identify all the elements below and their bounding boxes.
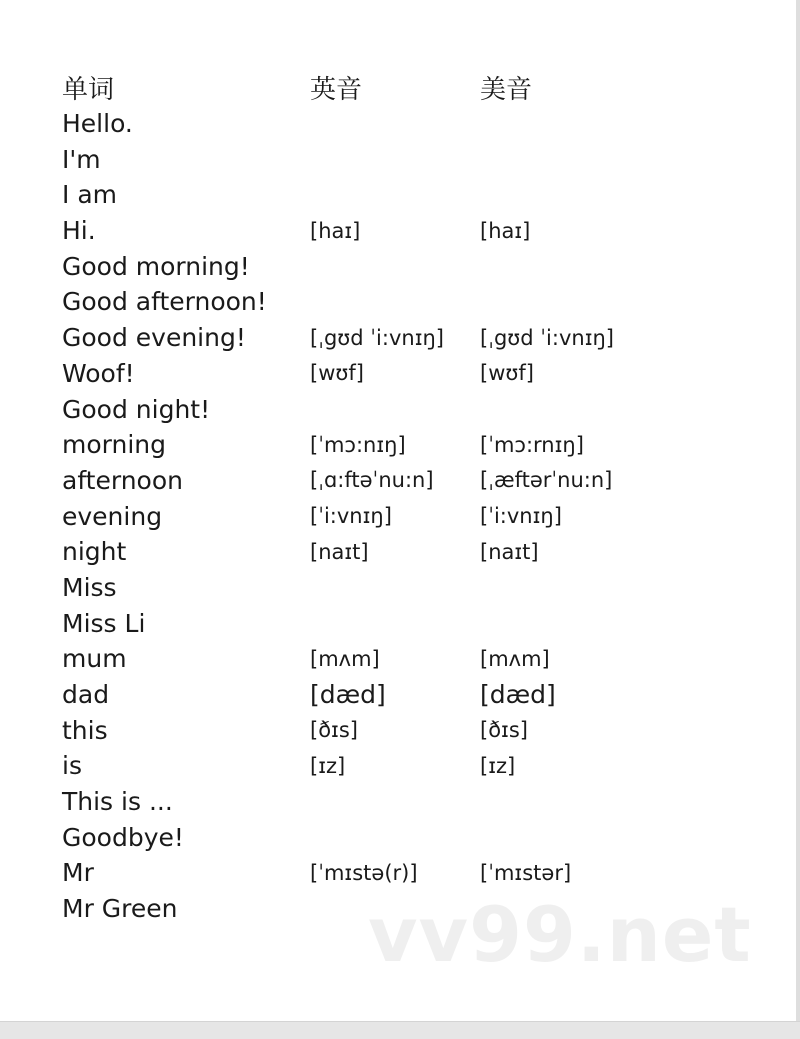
table-row [62, 570, 650, 606]
us-ipa-cell: [ˌæftərˈnu:n] [480, 468, 613, 493]
us-ipa-cell: [ˈi:vnɪŋ] [480, 504, 562, 529]
word-cell: Mr [62, 858, 94, 888]
word-cell: night [62, 537, 127, 567]
uk-ipa-cell: [ˈi:vnɪŋ] [310, 504, 392, 529]
table-row [62, 748, 650, 784]
word-cell: this [62, 715, 108, 745]
uk-ipa-cell: [naɪt] [310, 539, 369, 564]
uk-ipa-cell: [ðɪs] [310, 718, 358, 743]
us-ipa-cell: [ˈmɔ:rnɪŋ] [480, 432, 584, 457]
uk-ipa-cell: [ˈmɪstə(r)] [310, 860, 418, 885]
header-us: 美音 [480, 75, 533, 106]
word-cell: afternoon [62, 465, 183, 495]
uk-ipa-cell: [wʊf] [310, 361, 364, 386]
uk-ipa-cell: [ˈmɔ:nɪŋ] [310, 432, 406, 457]
word-cell: Hi. [62, 216, 96, 246]
vocabulary-table [62, 70, 650, 927]
table-row [62, 284, 650, 320]
us-ipa-cell: [haɪ] [480, 218, 531, 243]
uk-ipa-cell: [dæd] [310, 680, 386, 710]
table-row [62, 248, 650, 284]
watermark: vv99.net [368, 890, 752, 979]
us-ipa-cell: [naɪt] [480, 539, 539, 564]
us-ipa-cell: [mʌm] [480, 646, 550, 671]
word-cell: I'm [62, 144, 101, 174]
word-cell: Miss [62, 572, 117, 602]
table-row [62, 677, 650, 713]
table-row [62, 855, 650, 891]
table-row [62, 712, 650, 748]
word-cell: I am [62, 180, 117, 210]
word-cell: Miss Li [62, 608, 146, 638]
table-row [62, 463, 650, 499]
word-cell: Mr Green [62, 894, 178, 924]
table-row [62, 819, 650, 855]
word-cell: Good evening! [62, 323, 246, 353]
us-ipa-cell: [ɪz] [480, 753, 516, 778]
word-cell: dad [62, 680, 110, 710]
word-cell: Hello. [62, 109, 133, 139]
table-row [62, 141, 650, 177]
word-cell: This is ... [62, 787, 173, 817]
us-ipa-cell: [wʊf] [480, 361, 534, 386]
table-row [62, 320, 650, 356]
word-cell: is [62, 751, 82, 781]
uk-ipa-cell: [ˌɑ:ftəˈnu:n] [310, 468, 434, 493]
table-row [62, 213, 650, 249]
table-row [62, 356, 650, 392]
page-right-edge [796, 0, 800, 1039]
table-row [62, 498, 650, 534]
word-cell: Good afternoon! [62, 287, 267, 317]
table-row [62, 641, 650, 677]
word-cell: mum [62, 644, 127, 674]
table-row [62, 177, 650, 213]
word-cell: Good night! [62, 394, 211, 424]
us-ipa-cell: [ˌgʊd ˈi:vnɪŋ] [480, 325, 614, 350]
header-word: 单词 [62, 75, 115, 106]
word-cell: Good morning! [62, 251, 250, 281]
table-row [62, 106, 650, 142]
uk-ipa-cell: [haɪ] [310, 218, 361, 243]
word-cell: morning [62, 430, 166, 460]
table-row [62, 534, 650, 570]
word-cell: Goodbye! [62, 822, 184, 852]
page-bottom-edge [0, 1021, 800, 1039]
us-ipa-cell: [dæd] [480, 680, 556, 710]
table-row [62, 427, 650, 463]
uk-ipa-cell: [ˌgʊd ˈi:vnɪŋ] [310, 325, 444, 350]
us-ipa-cell: [ˈmɪstər] [480, 860, 572, 885]
header-uk: 英音 [310, 75, 363, 106]
word-cell: evening [62, 501, 163, 531]
table-header [62, 70, 650, 106]
us-ipa-cell: [ðɪs] [480, 718, 528, 743]
table-row [62, 391, 650, 427]
table-row [62, 605, 650, 641]
uk-ipa-cell: [ɪz] [310, 753, 346, 778]
uk-ipa-cell: [mʌm] [310, 646, 380, 671]
word-cell: Woof! [62, 358, 135, 388]
table-row [62, 784, 650, 820]
